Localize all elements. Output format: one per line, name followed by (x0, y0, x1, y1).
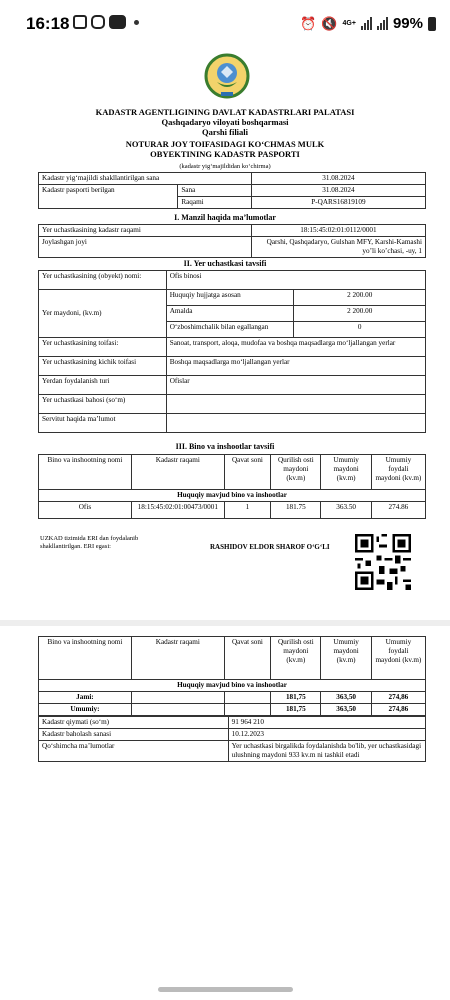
battery-icon (428, 17, 436, 31)
signal2-icon (377, 17, 388, 30)
field-label: Yerdan foydalanish turi (39, 376, 167, 395)
table-subheader: Huquqiy mavjud bino va inshootlar (39, 680, 426, 692)
field-value: Qarshi, Qashqadaryo, Gulshan MFY, Karshi-Kamashi yo’li ko’chasi, -uy, 1 (251, 237, 425, 258)
grand-total-row (39, 704, 426, 716)
empty-cell (131, 692, 224, 704)
org-region: Qashqadaryo viloyati boshqarmasi (161, 117, 289, 127)
field-value: 18:15:45:02:01:0112/0001 (251, 225, 425, 237)
field-value: Boshqa maqsadlarga mo‘ljallangan yerlar (166, 357, 425, 376)
cell: 363.50 (321, 502, 371, 519)
field-label: Yer uchastkasining kadastr raqami (39, 225, 252, 237)
column-header: Umumiy maydoni (kv.m) (321, 637, 371, 680)
valuation-table (38, 716, 426, 762)
field-value: 2 200.00 (294, 290, 426, 306)
field-value: Ofislar (166, 376, 425, 395)
home-gesture-bar[interactable] (158, 987, 293, 992)
field-label: Yer uchastkasi bahosi (so‘m) (39, 395, 167, 414)
field-value: 91 964 210 (228, 717, 425, 729)
column-header: Bino va inshootning nomi (39, 455, 132, 490)
field-label: Amalda (166, 306, 294, 322)
signal-icon (361, 17, 372, 30)
battery-level: 99% (392, 15, 423, 32)
doc-title-line1: NOTURAR JOY TOIFASIDAGI KO‘CHMAS MULK (125, 139, 325, 149)
system-icons (300, 15, 436, 32)
field-label: Joylashgan joyi (39, 237, 252, 258)
field-value: Ofis binosi (166, 271, 425, 290)
totals-label: Umumiy: (39, 704, 132, 716)
column-header: Kadastr raqami (131, 455, 224, 490)
address-table (38, 224, 426, 258)
building-table (38, 454, 426, 519)
cell: 181,75 (271, 704, 321, 716)
empty-cell (224, 704, 270, 716)
network-type: 4G+ (342, 20, 356, 27)
cell: 181,75 (271, 692, 321, 704)
column-header: Qavat soni (224, 455, 270, 490)
cell: Ofis (39, 502, 132, 519)
field-value (166, 414, 425, 433)
gallery-icon (73, 15, 87, 29)
field-label: Qo‘shimcha ma’lumotlar (39, 741, 229, 762)
field-label: Servitut haqida ma’lumot (39, 414, 167, 433)
meta-label: Kadastr pasporti berilgan (39, 185, 178, 209)
field-label: O‘zboshimchalik bilan egallangan (166, 322, 294, 338)
field-value: 2 200.00 (294, 306, 426, 322)
meta-table (38, 172, 426, 209)
section-1-title: I. Manzil haqida ma’lumotlar (174, 213, 276, 222)
field-label: Yer uchastkasining toifasi: (39, 338, 167, 357)
mute-icon: 🔇 (321, 15, 338, 31)
document-page-2 (0, 626, 450, 976)
empty-cell (131, 704, 224, 716)
org-name: KADASTR AGENTLIGINING DAVLAT KADASTRLARI PALATASI (95, 107, 355, 117)
org-branch: Qarshi filiali (201, 127, 249, 137)
section-3-title: III. Bino va inshootlar tavsifi (175, 442, 275, 451)
eri-note: UZKAD tizimida ERI dan foydalanib shakllantirilgan. ERI egasi: (40, 535, 139, 550)
column-header: Bino va inshootning nomi (39, 637, 132, 680)
eri-owner-name: RASHIDOV ELDOR SHAROF O‘G‘LI (210, 543, 330, 551)
meta-value: 31.08.2024 (251, 185, 425, 197)
cell: 363,50 (321, 704, 371, 716)
cell: 274.86 (371, 502, 425, 519)
status-time: 16:18 (26, 14, 70, 33)
qr-code-icon (355, 534, 411, 590)
field-label: Huquqiy hujjatga asosan (166, 290, 294, 306)
column-header: Qurilish osti maydoni (kv.m) (271, 455, 321, 490)
column-header: Kadastr raqami (131, 637, 224, 680)
meta-label: Raqami (178, 197, 252, 209)
totals-row (39, 692, 426, 704)
land-table (38, 270, 426, 433)
status-bar (0, 0, 450, 50)
document-page-1 (0, 50, 450, 620)
field-label: Yer uchastkasining kichik toifasi (39, 357, 167, 376)
field-value (166, 395, 425, 414)
column-header: Umumiy maydoni (kv.m) (321, 455, 371, 490)
field-label: Kadastr qiymati (so‘m) (39, 717, 229, 729)
cell: 18:15:45:02:01:00473/0001 (131, 502, 224, 519)
cell: 274,86 (371, 704, 425, 716)
state-emblem-icon (203, 52, 251, 100)
cell: 274,86 (371, 692, 425, 704)
field-label: Kadastr baholash sanasi (39, 729, 229, 741)
cell: 363,50 (321, 692, 371, 704)
column-header: Umumiy foydali maydoni (kv.m) (371, 637, 425, 680)
doc-subtitle: (kadastr yig‘majildidan ko‘chirma) (179, 163, 271, 170)
column-header: Qavat soni (224, 637, 270, 680)
instagram-icon (91, 15, 105, 29)
meta-value: 31.08.2024 (251, 173, 425, 185)
column-header: Umumiy foydali maydoni (kv.m) (371, 455, 425, 490)
field-label: Yer uchastkasining (obyekt) nomi: (39, 271, 167, 290)
field-label: Yer maydoni, (kv.m) (39, 290, 167, 338)
empty-cell (224, 692, 270, 704)
table-subheader: Huquqiy mavjud bino va inshootlar (39, 490, 426, 502)
meta-label: Kadastr yig‘majildi shakllantirilgan sana (39, 173, 252, 185)
meta-label: Sana (178, 185, 252, 197)
cell: 181.75 (271, 502, 321, 519)
building-totals-table (38, 636, 426, 716)
field-value: Sanoat, transport, aloqa, mudofaa va boshqa maqsadlarga mo‘ljallangan yerlar (166, 338, 425, 357)
meta-value: P-QARS16819109 (251, 197, 425, 209)
youtube-icon (109, 15, 126, 29)
field-value: 10.12.2023 (228, 729, 425, 741)
section-2-title: II. Yer uchastkasi tavsifi (183, 259, 267, 268)
cell: 1 (224, 502, 270, 519)
doc-title-line2: OBYEKTINING KADASTR PASPORTI (150, 149, 300, 159)
table-row (39, 502, 426, 519)
totals-label: Jami: (39, 692, 132, 704)
field-value: Yer uchastkasi birgalikda foydalanishda bo'lib, yer uchastkasidagi ulushning maydoni 933 kv.m ni tashkil etadi (228, 741, 425, 762)
field-value: 0 (294, 322, 426, 338)
more-notifications-icon (134, 20, 139, 25)
notification-icons (73, 15, 139, 29)
alarm-icon: ⏰ (300, 15, 317, 31)
column-header: Qurilish osti maydoni (kv.m) (271, 637, 321, 680)
